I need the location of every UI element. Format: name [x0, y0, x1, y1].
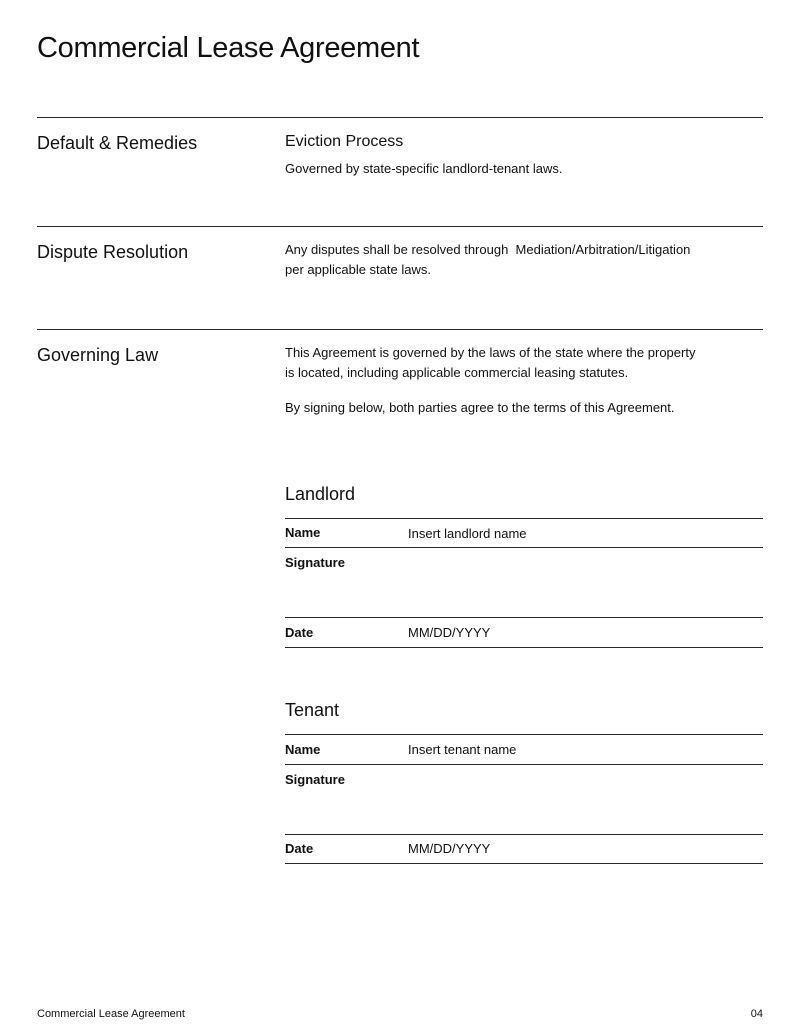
- eviction-process-text: Governed by state-specific landlord-tenant laws.: [285, 161, 563, 176]
- landlord-name-field[interactable]: Insert landlord name: [408, 526, 527, 541]
- tenant-date-label: Date: [285, 841, 314, 856]
- tenant-signature-field[interactable]: [408, 771, 763, 821]
- tenant-name-label: Name: [285, 742, 321, 757]
- divider: [285, 617, 763, 618]
- divider: [285, 734, 763, 735]
- section-label-governing-law: Governing Law: [37, 345, 159, 365]
- landlord-signature-label: Signature: [285, 555, 345, 570]
- divider: [285, 518, 763, 519]
- section-body-governing-law: [285, 343, 725, 418]
- divider: [285, 764, 763, 765]
- page-number: 04: [750, 1008, 763, 1020]
- tenant-date-field[interactable]: MM/DD/YYYY: [408, 841, 491, 856]
- dispute-text-line-2: per applicable state laws.: [285, 262, 431, 277]
- signing-statement: By signing below, both parties agree to the terms of this Agreement.: [285, 400, 675, 415]
- divider: [37, 117, 763, 118]
- section-body-default-remedies: [285, 131, 725, 179]
- landlord-heading: Landlord: [285, 484, 356, 504]
- landlord-name-label: Name: [285, 525, 321, 540]
- page-title: Commercial Lease Agreement: [37, 32, 420, 64]
- tenant-name-field[interactable]: Insert tenant name: [408, 742, 517, 757]
- landlord-date-field[interactable]: MM/DD/YYYY: [408, 625, 491, 640]
- tenant-heading: Tenant: [285, 700, 340, 720]
- divider: [37, 226, 763, 227]
- divider: [285, 863, 763, 864]
- divider: [37, 329, 763, 330]
- divider: [285, 647, 763, 648]
- landlord-date-label: Date: [285, 625, 314, 640]
- dispute-text-line-1: Any disputes shall be resolved through Mediation/Arbitration/Litigation: [285, 242, 691, 257]
- footer-document-title: Commercial Lease Agreement: [37, 1008, 185, 1020]
- section-label-dispute-resolution: Dispute Resolution: [37, 242, 189, 262]
- section-label-default-remedies: Default & Remedies: [37, 133, 198, 153]
- subheading-eviction-process: Eviction Process: [285, 133, 404, 150]
- governing-law-text-line-1: This Agreement is governed by the laws of the state where the property: [285, 345, 696, 360]
- governing-law-text-line-2: is located, including applicable commercial leasing statutes.: [285, 365, 629, 380]
- section-body-dispute-resolution: [285, 240, 725, 280]
- tenant-signature-label: Signature: [285, 772, 345, 787]
- divider: [285, 547, 763, 548]
- landlord-signature-field[interactable]: [408, 554, 763, 604]
- divider: [285, 834, 763, 835]
